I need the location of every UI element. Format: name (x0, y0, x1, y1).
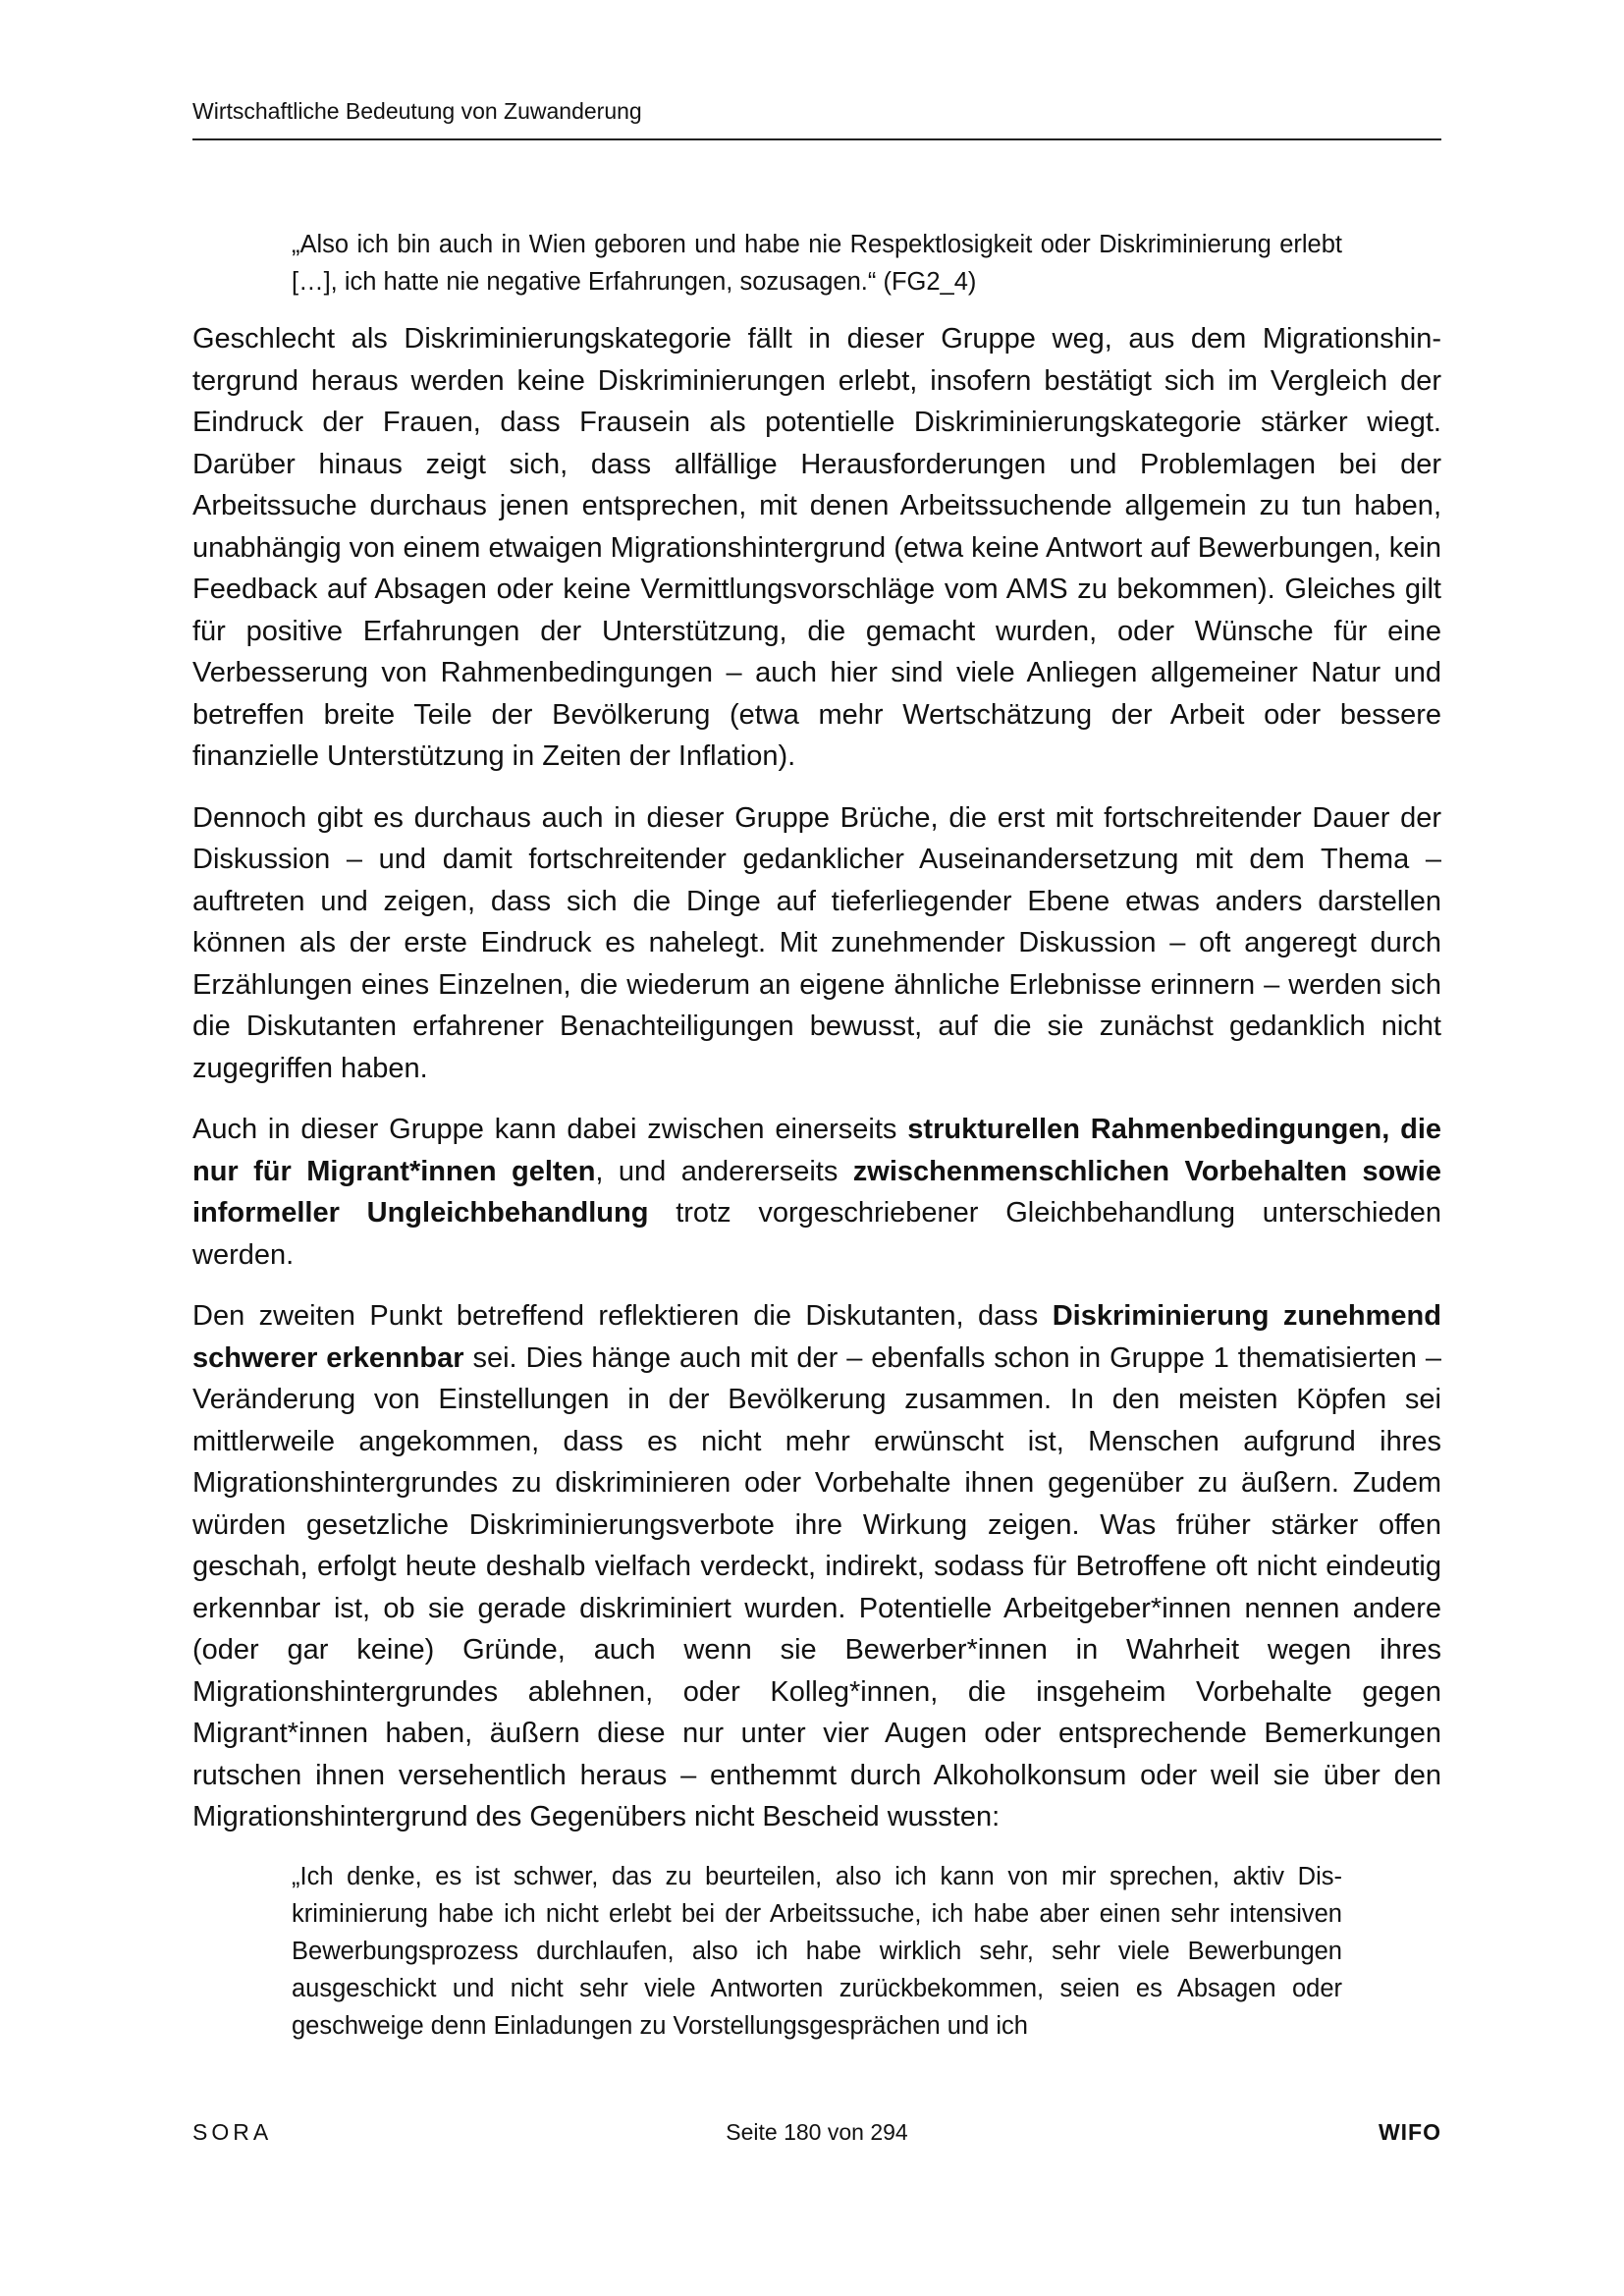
paragraph: Dennoch gibt es durchaus auch in dieser Gruppe Brüche, die erst mit fortschreitender Dauer der Diskussion – und damit fortschreitender gedanklicher Auseinandersetzung mit dem Thema – auftreten und zeigen, dass sich die Dinge auf tieferliegender Ebene etwas anders darstellen können als der erste Eindruck es nahelegt. Mit zunehmender Diskussion – oft angeregt durch Erzählungen eines Einzelnen, die wiederum an eigene ähnliche Erlebnisse erinnern – werden sich die Diskutanten erfahrener Benachteiligungen bewusst, auf die sie zunächst gedanklich nicht zugegriffen haben. (192, 801, 1441, 1084)
footer-logo-wifo: WIFO (1378, 2119, 1441, 2145)
page-body (192, 226, 1441, 2045)
block-quote: „Also ich bin auch in Wien geboren und habe nie Respektlosigkeit oder Diskriminierung erlebt […], ich hatte nie negative Erfahrungen, sozusagen.“ (FG2_4) (292, 231, 1342, 296)
paragraph-text: trotz vorgeschriebener Gleichbehandlung unterschieden werden. (192, 1197, 1441, 1271)
page-number: Seite 180 von 294 (726, 2119, 908, 2145)
header-title: Wirtschaftliche Bedeutung von Zuwanderung (192, 98, 642, 124)
block-quote: „Ich denke, es ist schwer, das zu beurteilen, also ich kann von mir sprechen, aktiv Diskriminierung habe ich nicht erlebt bei der Arbeitssuche, ich habe aber einen sehr intensiven Bewerbungsprozess durchlaufen, also ich habe wirklich sehr, sehr viele Bewerbungen ausgeschickt und nicht sehr viele Antworten zurückbekommen, seien es Absagen oder geschweige denn Einladungen zu Vorstellungsgesprächen und ich (292, 1862, 1342, 2040)
emphasis-text: zwischenmenschlichen Vorbehalten sowie informeller Ungleichbehandlung (192, 1155, 1441, 1229)
footer-logo-sora: SORA (192, 2119, 273, 2145)
paragraph (192, 1109, 1441, 1276)
paragraph-text: , und andererseits (595, 1155, 853, 1187)
emphasis-text: Diskriminierung zunehmend schwerer erkennbar (192, 1300, 1441, 1374)
paragraph-text: Den zweiten Punkt betreffend reflektieren die Diskutanten, dass (192, 1300, 1053, 1332)
paragraph-text: sei. Dies hänge auch mit der – ebenfalls schon in Gruppe 1 thematisierten – Veränderung von Einstellungen in der Bevölkerung zusammen. In den meisten Köpfen sei mittlerweile angekommen, dass es nicht mehr erwünscht ist, Menschen aufgrund ihres Migrationshintergrundes zu diskriminieren oder Vorbehalte ihnen gegenüber zu äußern. Zudem würden gesetzliche Diskriminierungsverbote ihre Wirkung zeigen. Was früher stärker offen geschah, erfolgt heute deshalb vielfach verdeckt, indirekt, sodass für Betroffene oft nicht eindeutig erkennbar ist, ob sie gerade diskriminiert wurden. Potentielle Arbeitgeber*innen nennen andere (oder gar keine) Gründe, auch wenn sie Bewerber*innen in Wahrheit wegen ihres Migrationshintergrundes ablehnen, oder Kolleg*innen, die insgeheim Vorbehalte gegen Migrant*innen haben, äußern diese nur unter vier Augen oder entsprechende Bemerkungen rutschen ihnen versehentlich heraus – enthemmt durch Alkoholkonsum oder weil sie über den Migrationshintergrund des Gegenübers nicht Bescheid wussten: (192, 1341, 1441, 1832)
paragraph-text: Auch in dieser Gruppe kann dabei zwischen einerseits (192, 1114, 908, 1145)
emphasis-text: strukturellen Rahmenbedingungen, die nur für Migrant*innen gelten (192, 1114, 1442, 1187)
paragraph: Geschlecht als Diskriminierungskategorie fällt in dieser Gruppe weg, aus dem Migrationshintergrund heraus werden keine Diskriminierungen erlebt, insofern bestätigt sich im Vergleich der Eindruck der Frauen, dass Frausein als potentielle Diskriminierungskategorie stärker wiegt. Darüber hinaus zeigt sich, dass allfällige Herausforderungen und Problemlagen bei der Arbeitssuche durchaus jenen entsprechen, mit denen Arbeitssuchende allgemein zu tun haben, unabhängig von einem etwaigen Migrationshintergrund (etwa keine Antwort auf Bewerbungen, kein Feedback auf Absagen oder keine Vermittlungsvorschläge vom AMS zu bekommen). Gleiches gilt für positive Erfahrungen der Unterstützung, die gemacht wurden, oder Wünsche für eine Verbesserung von Rahmenbedingungen – auch hier sind viele Anliegen allgemeiner Natur und betreffen breite Teile der Bevölkerung (etwa mehr Wertschätzung der Arbeit oder bessere finanzielle Unterstützung in Zeiten der Inflation). (192, 323, 1441, 772)
page-header (192, 98, 1441, 140)
page-footer (192, 2119, 1441, 2151)
paragraph (192, 1295, 1441, 1838)
